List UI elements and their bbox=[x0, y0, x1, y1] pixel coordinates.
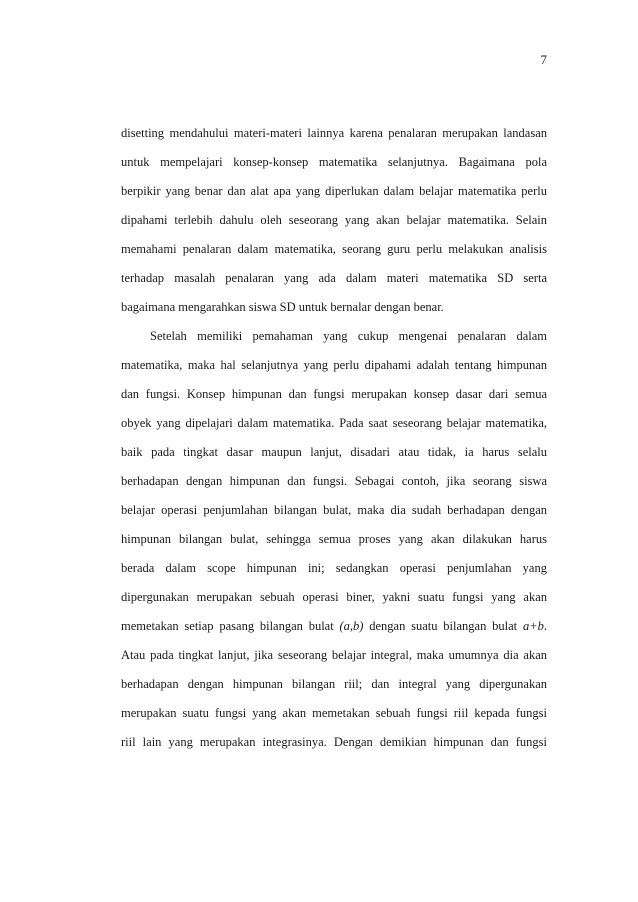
math-pair-ab: (a,b) bbox=[339, 619, 364, 633]
paragraph-2-line: matematika, maka hal selanjutnya yang perlu dipahami adalah tentang himpunan bbox=[121, 358, 547, 372]
paragraph-1-line: bagaimana mengarahkan siswa SD untuk bernalar dengan benar. bbox=[121, 300, 444, 314]
line-text-segment: memetakan setiap pasang bilangan bulat bbox=[121, 619, 340, 633]
paragraph-2-line: berada dalam scope himpunan ini; sedangkan operasi penjumlahan yang bbox=[121, 561, 547, 575]
paragraph-2-line: Setelah memiliki pemahaman yang cukup mengenai penalaran dalam bbox=[150, 329, 547, 343]
body-text bbox=[121, 119, 547, 757]
paragraph-1-line: berpikir yang benar dan alat apa yang diperlukan dalam belajar matematika perlu bbox=[121, 184, 547, 198]
math-sum-a-plus-b: a+b bbox=[522, 619, 544, 633]
paragraph-2-line: baik pada tingkat dasar maupun lanjut, disadari atau tidak, ia harus selalu bbox=[121, 445, 547, 459]
paragraph-2-line-with-math bbox=[121, 612, 547, 641]
line-text-segment: dengan suatu bilangan bulat bbox=[363, 619, 523, 633]
paragraph-2-line: obyek yang dipelajari dalam matematika. Pada saat seseorang belajar matematika, bbox=[121, 416, 547, 430]
line-text-segment: . bbox=[543, 619, 547, 633]
paragraph-1-line: dipahami terlebih dahulu oleh seseorang yang akan belajar matematika. Selain bbox=[121, 213, 547, 227]
paragraph-1-line: disetting mendahului materi-materi lainnya karena penalaran merupakan landasan bbox=[121, 126, 547, 140]
paragraph-2-line: belajar operasi penjumlahan bilangan bulat, maka dia sudah berhadapan dengan bbox=[121, 503, 547, 517]
paragraph-2-line: berhadapan dengan himpunan bilangan riil; dan integral yang dipergunakan bbox=[121, 677, 547, 691]
paragraph-2-line: merupakan suatu fungsi yang akan memetakan sebuah fungsi riil kepada fungsi bbox=[121, 706, 547, 720]
paragraph-2-line: himpunan bilangan bulat, sehingga semua proses yang akan dilakukan harus bbox=[121, 532, 547, 546]
paragraph-2-line: Atau pada tingkat lanjut, jika seseorang belajar integral, maka umumnya dia akan bbox=[121, 648, 547, 662]
paragraph-2-line: dipergunakan merupakan sebuah operasi biner, yakni suatu fungsi yang akan bbox=[121, 590, 547, 604]
paragraph-1-line: terhadap masalah penalaran yang ada dalam materi matematika SD serta bbox=[121, 271, 547, 285]
paragraph-1-line: memahami penalaran dalam matematika, seorang guru perlu melakukan analisis bbox=[121, 242, 547, 256]
paragraph-2-line: dan fungsi. Konsep himpunan dan fungsi merupakan konsep dasar dari semua bbox=[121, 387, 547, 401]
paragraph-1-line: untuk mempelajari konsep-konsep matematika selanjutnya. Bagaimana pola bbox=[121, 155, 547, 169]
paragraph-2-line: berhadapan dengan himpunan dan fungsi. Sebagai contoh, jika seorang siswa bbox=[121, 474, 547, 488]
page-number: 7 bbox=[540, 52, 547, 67]
paragraph-2-line: riil lain yang merupakan integrasinya. Dengan demikian himpunan dan fungsi bbox=[121, 735, 547, 749]
